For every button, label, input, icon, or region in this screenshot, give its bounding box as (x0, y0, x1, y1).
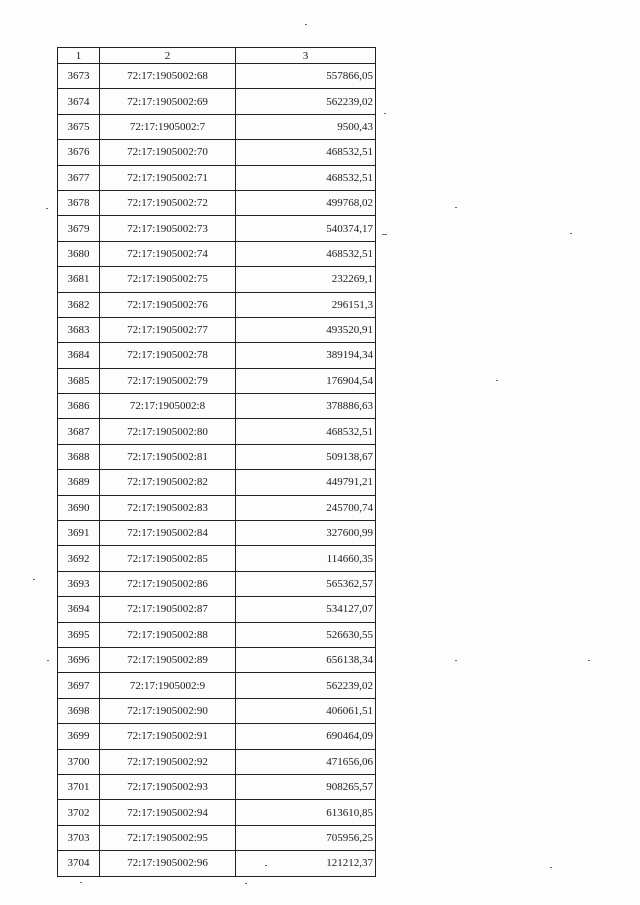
table-row (58, 724, 376, 749)
scan-speck (46, 208, 48, 209)
cadastral-value-cell: 468532,51 (236, 165, 376, 190)
row-number-cell: 3677 (58, 165, 100, 190)
table-row (58, 546, 376, 571)
scan-speck (305, 24, 307, 25)
table-row (58, 470, 376, 495)
cadastral-value-cell: 499768,02 (236, 190, 376, 215)
cadastral-value-cell: 613610,85 (236, 800, 376, 825)
cadastral-number-cell: 72:17:1905002:95 (100, 825, 236, 850)
cadastral-number-cell: 72:17:1905002:96 (100, 851, 236, 876)
cadastral-value-cell: 562239,02 (236, 89, 376, 114)
scan-speck (455, 660, 457, 661)
table-row (58, 673, 376, 698)
cadastral-value-cell: 705956,25 (236, 825, 376, 850)
row-number-cell: 3683 (58, 317, 100, 342)
table-row (58, 64, 376, 89)
table-row (58, 774, 376, 799)
cadastral-number-cell: 72:17:1905002:82 (100, 470, 236, 495)
cadastral-number-cell: 72:17:1905002:93 (100, 774, 236, 799)
table-row (58, 89, 376, 114)
scan-speck (384, 113, 386, 114)
table-row (58, 622, 376, 647)
row-number-cell: 3697 (58, 673, 100, 698)
row-number-cell: 3704 (58, 851, 100, 876)
cadastral-number-cell: 72:17:1905002:72 (100, 190, 236, 215)
row-number-cell: 3688 (58, 444, 100, 469)
cadastral-value-cell: 389194,34 (236, 343, 376, 368)
cadastral-number-cell: 72:17:1905002:69 (100, 89, 236, 114)
table-row (58, 571, 376, 596)
cadastral-number-cell: 72:17:1905002:7 (100, 114, 236, 139)
column-header-3: 3 (236, 48, 376, 64)
table-row (58, 419, 376, 444)
scan-speck (382, 234, 387, 235)
row-number-cell: 3682 (58, 292, 100, 317)
row-number-cell: 3694 (58, 597, 100, 622)
cadastral-number-cell: 72:17:1905002:76 (100, 292, 236, 317)
cadastral-number-cell: 72:17:1905002:74 (100, 241, 236, 266)
cadastral-value-cell: 534127,07 (236, 597, 376, 622)
cadastral-number-cell: 72:17:1905002:78 (100, 343, 236, 368)
row-number-cell: 3674 (58, 89, 100, 114)
table-row (58, 647, 376, 672)
table-row (58, 190, 376, 215)
row-number-cell: 3681 (58, 267, 100, 292)
cadastral-number-cell: 72:17:1905002:9 (100, 673, 236, 698)
table-row (58, 394, 376, 419)
row-number-cell: 3699 (58, 724, 100, 749)
cadastral-value-cell: 468532,51 (236, 140, 376, 165)
scan-speck (588, 660, 590, 661)
scan-speck (455, 207, 457, 208)
row-number-cell: 3703 (58, 825, 100, 850)
cadastral-value-cell: 232269,1 (236, 267, 376, 292)
column-header-2: 2 (100, 48, 236, 64)
cadastral-value-cell: 449791,21 (236, 470, 376, 495)
scan-speck (496, 380, 498, 381)
scan-speck (47, 660, 49, 661)
cadastral-value-table (57, 47, 376, 877)
row-number-cell: 3687 (58, 419, 100, 444)
row-number-cell: 3680 (58, 241, 100, 266)
table-row (58, 292, 376, 317)
cadastral-value-cell: 9500,43 (236, 114, 376, 139)
scan-speck (265, 865, 267, 866)
cadastral-value-cell: 493520,91 (236, 317, 376, 342)
cadastral-value-cell: 245700,74 (236, 495, 376, 520)
cadastral-value-cell: 296151,3 (236, 292, 376, 317)
cadastral-number-cell: 72:17:1905002:80 (100, 419, 236, 444)
cadastral-number-cell: 72:17:1905002:86 (100, 571, 236, 596)
cadastral-value-cell: 565362,57 (236, 571, 376, 596)
cadastral-number-cell: 72:17:1905002:84 (100, 521, 236, 546)
scan-speck (33, 579, 35, 580)
cadastral-number-cell: 72:17:1905002:88 (100, 622, 236, 647)
cadastral-value-cell: 121212,37 (236, 851, 376, 876)
scan-speck (245, 883, 247, 884)
row-number-cell: 3691 (58, 521, 100, 546)
scan-speck (570, 233, 572, 234)
row-number-cell: 3675 (58, 114, 100, 139)
cadastral-value-cell: 378886,63 (236, 394, 376, 419)
table-header (58, 48, 376, 64)
row-number-cell: 3678 (58, 190, 100, 215)
table-row (58, 749, 376, 774)
row-number-cell: 3676 (58, 140, 100, 165)
cadastral-value-cell: 471656,06 (236, 749, 376, 774)
cadastral-number-cell: 72:17:1905002:92 (100, 749, 236, 774)
table-row (58, 698, 376, 723)
table-row (58, 800, 376, 825)
cadastral-value-cell: 557866,05 (236, 64, 376, 89)
table-row (58, 444, 376, 469)
table-row (58, 165, 376, 190)
cadastral-value-cell: 509138,67 (236, 444, 376, 469)
table-row (58, 851, 376, 876)
row-number-cell: 3689 (58, 470, 100, 495)
cadastral-number-cell: 72:17:1905002:8 (100, 394, 236, 419)
cadastral-number-cell: 72:17:1905002:75 (100, 267, 236, 292)
table-row (58, 495, 376, 520)
cadastral-value-cell: 656138,34 (236, 647, 376, 672)
row-number-cell: 3698 (58, 698, 100, 723)
row-number-cell: 3690 (58, 495, 100, 520)
scan-speck (550, 867, 552, 868)
cadastral-number-cell: 72:17:1905002:79 (100, 368, 236, 393)
cadastral-number-cell: 72:17:1905002:71 (100, 165, 236, 190)
row-number-cell: 3686 (58, 394, 100, 419)
cadastral-number-cell: 72:17:1905002:68 (100, 64, 236, 89)
cadastral-number-cell: 72:17:1905002:83 (100, 495, 236, 520)
table-row (58, 343, 376, 368)
table-row (58, 368, 376, 393)
column-header-1: 1 (58, 48, 100, 64)
row-number-cell: 3701 (58, 774, 100, 799)
table-body (58, 64, 376, 877)
table-row (58, 140, 376, 165)
cadastral-value-cell: 562239,02 (236, 673, 376, 698)
table-row (58, 597, 376, 622)
cadastral-number-cell: 72:17:1905002:73 (100, 216, 236, 241)
row-number-cell: 3685 (58, 368, 100, 393)
table-row (58, 114, 376, 139)
table-row (58, 825, 376, 850)
cadastral-value-cell: 468532,51 (236, 241, 376, 266)
cadastral-value-cell: 114660,35 (236, 546, 376, 571)
row-number-cell: 3684 (58, 343, 100, 368)
cadastral-number-cell: 72:17:1905002:90 (100, 698, 236, 723)
cadastral-number-cell: 72:17:1905002:94 (100, 800, 236, 825)
table-row (58, 267, 376, 292)
row-number-cell: 3693 (58, 571, 100, 596)
cadastral-value-cell: 176904,54 (236, 368, 376, 393)
cadastral-value-cell: 908265,57 (236, 774, 376, 799)
table-row (58, 317, 376, 342)
cadastral-number-cell: 72:17:1905002:70 (100, 140, 236, 165)
cadastral-number-cell: 72:17:1905002:87 (100, 597, 236, 622)
cadastral-value-cell: 406061,51 (236, 698, 376, 723)
table-row (58, 216, 376, 241)
row-number-cell: 3673 (58, 64, 100, 89)
cadastral-value-cell: 327600,99 (236, 521, 376, 546)
row-number-cell: 3702 (58, 800, 100, 825)
cadastral-number-cell: 72:17:1905002:81 (100, 444, 236, 469)
table-row (58, 521, 376, 546)
header-row (58, 48, 376, 64)
cadastral-value-cell: 526630,55 (236, 622, 376, 647)
cadastral-number-cell: 72:17:1905002:91 (100, 724, 236, 749)
scan-speck (80, 882, 82, 883)
cadastral-value-cell: 468532,51 (236, 419, 376, 444)
cadastral-number-cell: 72:17:1905002:85 (100, 546, 236, 571)
table-row (58, 241, 376, 266)
cadastral-value-cell: 690464,09 (236, 724, 376, 749)
cadastral-value-cell: 540374,17 (236, 216, 376, 241)
row-number-cell: 3695 (58, 622, 100, 647)
row-number-cell: 3700 (58, 749, 100, 774)
row-number-cell: 3679 (58, 216, 100, 241)
row-number-cell: 3696 (58, 647, 100, 672)
cadastral-number-cell: 72:17:1905002:89 (100, 647, 236, 672)
cadastral-number-cell: 72:17:1905002:77 (100, 317, 236, 342)
row-number-cell: 3692 (58, 546, 100, 571)
